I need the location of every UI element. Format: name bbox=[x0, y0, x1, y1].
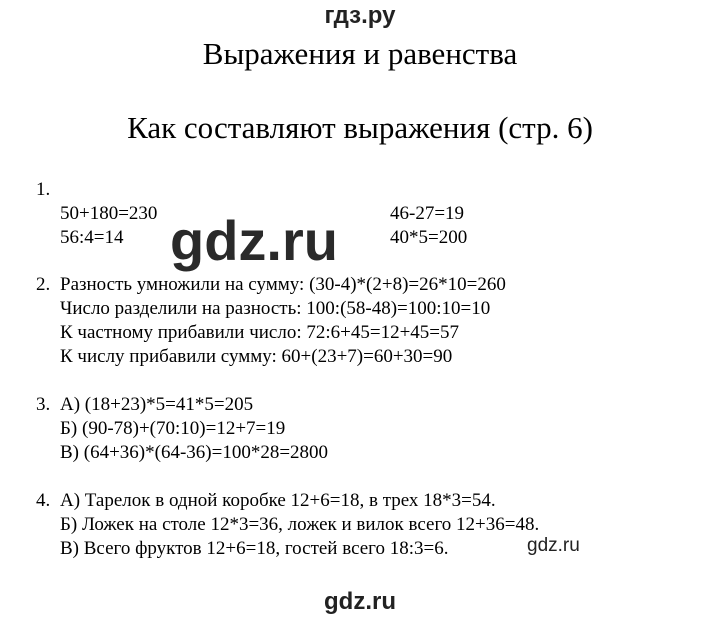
watermark-center: gdz.ru bbox=[170, 209, 338, 272]
task2-line-3: К частному прибавили число: 72:6+45=12+45=57 bbox=[60, 322, 460, 343]
task2-line-1: Разность умножили на сумму: (30-4)*(2+8)=26*10=260 bbox=[60, 274, 506, 295]
task4-line-1: А) Тарелок в одной коробке 12+6=18, в трех 18*3=54. bbox=[60, 490, 496, 511]
task4-number: 4. bbox=[36, 490, 51, 511]
task3-number: 3. bbox=[36, 394, 51, 415]
page-title: Выражения и равенства bbox=[202, 36, 518, 71]
task3-line-1: А) (18+23)*5=41*5=205 bbox=[60, 394, 254, 415]
task3-line-2: Б) (90-78)+(70:10)=12+7=19 bbox=[60, 418, 286, 439]
task1-right-line-2: 40*5=200 bbox=[390, 227, 468, 248]
watermark-inline: gdz.ru bbox=[527, 535, 580, 556]
task2-number: 2. bbox=[36, 274, 51, 295]
task3-line-3: В) (64+36)*(64-36)=100*28=2800 bbox=[60, 442, 329, 463]
watermark-top: гдз.ру bbox=[324, 2, 396, 29]
task2-line-4: К числу прибавили сумму: 60+(23+7)=60+30=90 bbox=[60, 346, 453, 367]
task1-left-line-2: 56:4=14 bbox=[60, 227, 124, 248]
task4-line-3: В) Всего фруктов 12+6=18, гостей всего 18:3=6. bbox=[60, 538, 449, 559]
task4-line-2: Б) Ложек на столе 12*3=36, ложек и вилок всего 12+36=48. bbox=[60, 514, 540, 535]
section-subtitle: Как составляют выражения (стр. 6) bbox=[127, 110, 593, 145]
task1-right-line-1: 46-27=19 bbox=[390, 203, 465, 224]
task1-left-line-1: 50+180=230 bbox=[60, 203, 158, 224]
watermark-bottom: gdz.ru bbox=[324, 588, 396, 615]
task1-number: 1. bbox=[36, 179, 51, 200]
task2-line-2: Число разделили на разность: 100:(58-48)=100:10=10 bbox=[60, 298, 491, 319]
